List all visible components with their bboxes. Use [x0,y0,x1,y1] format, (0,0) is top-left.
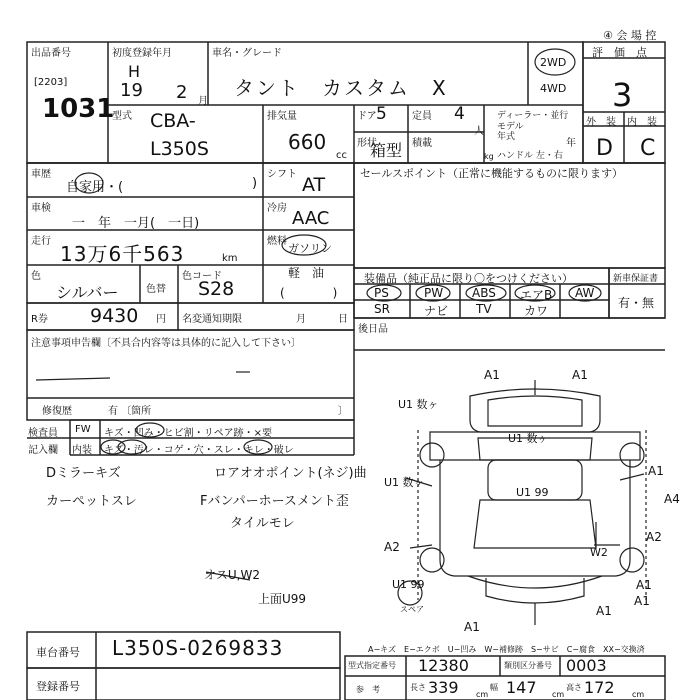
spec-width-unit: cm [552,690,565,699]
equipment-aw: AW [575,286,595,300]
mark-a1-rear-right-2: A1 [634,594,650,608]
fuel-label: 燃料 [267,236,287,247]
mark-a1-front-left: A1 [484,368,500,382]
recycle-label: R券 [31,314,48,325]
registration-month-unit: 月 [198,96,208,107]
spec-height-value: 172 [584,678,615,697]
mark-a1-rear-2: A1 [596,604,612,618]
shift-value: AT [302,174,326,196]
spec-class-value: 0003 [566,656,607,675]
model-label: 型式 [112,111,132,122]
color-value: シルバー [56,283,119,302]
mark-a2-left: A2 [384,540,400,554]
inspector-interior: 内装 [72,445,92,456]
lot-number: 1031 [42,94,115,124]
color-tone-label: 色替 [146,284,166,295]
shift-label: シフト [267,169,297,180]
equipment-sr: SR [374,302,390,316]
equipment-ps: PS [374,286,389,300]
name-change-label: 名変通知期限 [182,314,242,325]
name-change-day: 日 [338,314,348,325]
displacement-label: 排気量 [267,111,297,122]
mileage-value: 13万6千563 [60,242,185,266]
repair-value: 有 〔箇所 [108,406,152,417]
lot-label: 出品番号 [31,48,71,59]
spec-ref-label: 参 考 [356,685,380,694]
rating-exterior-label: 外 装 [586,117,616,128]
registration-month: 2 [176,82,188,103]
drive-2wd: 2WD [540,56,567,69]
model-line2: L350S [150,138,209,160]
spec-height-label: 高さ [566,683,582,692]
sales-point-label: セールスポイント（正常に機能するものに限ります） [360,167,624,180]
mileage-unit: km [222,253,238,264]
recycle-unit: 円 [156,314,166,325]
spec-type-label: 型式指定番号 [348,661,396,670]
mark-u1-rear: U1 99 [392,578,425,591]
capacity-unit: 人 [474,126,484,137]
fuel-value2: 軽 油 [288,266,325,280]
note-osu: オスU,W2 [204,568,260,582]
rating-interior-value: C [640,136,656,161]
inspection-value: 一 年 一月( 一日) [72,216,200,231]
mark-spare: スペア [400,605,424,614]
spec-length-label: 長さ [410,683,426,692]
note-carpet: カーペットスレ [46,494,137,509]
rating-exterior-value: D [596,136,613,161]
corner-mark: ④ 会 場 控 [603,29,657,42]
registration-label: 初度登録年月 [112,48,172,59]
inspector-fw: FW [75,424,91,435]
registration-era: H [128,62,141,81]
equipment-tv: TV [476,302,492,316]
chassis-value: L350S-0269833 [112,636,284,660]
dealer-handle: ハンドル 左・右 [497,151,563,161]
mark-u1-front: U1 数ヶ [398,398,439,411]
spec-length-unit: cm [476,690,489,699]
repair-close: 〕 [338,406,348,417]
car-name-value: タント カスタム X [234,76,448,100]
inspector-label: 検査員 [28,428,58,439]
dealer-label: ディーラー・並行 [497,111,569,121]
history-label: 車歴 [31,169,51,180]
mark-w2: W2 [590,546,608,559]
equipment-airbag: エアB [520,288,553,302]
rating-value: 3 [612,76,633,114]
mark-a1-right: A1 [648,464,664,478]
note-bumper: Fバンパーホースメント歪 [200,494,349,509]
mark-a1-rear-right: A1 [636,578,652,592]
capacity-label: 定員 [412,111,432,122]
spec-type-value: 12380 [418,656,469,675]
name-change-month: 月 [296,314,306,325]
body-shape-value: 箱型 [370,141,403,160]
car-diagram [398,380,646,625]
mark-u1-side: U1 数ヶ [384,476,425,489]
ac-label: 冷房 [267,203,287,214]
doors-value: 5 [376,104,387,124]
body-load-unit: kg [484,152,494,161]
model-line1: CBA- [150,110,196,132]
equipment-label: 装備品（純正品に限り〇をつけください） [364,272,573,285]
displacement-unit: cc [336,150,347,161]
lot-sub: [2203] [34,77,68,88]
note-tile: タイルモレ [230,516,295,531]
mileage-label: 走行 [31,236,51,247]
after-seat-label: 後日品 [358,324,388,335]
inspector-fw-items: キズ・凹み・ヒビ割・リペア跡・×要 [104,428,272,439]
color-code-label: 色コード [182,271,222,282]
body-load-label: 積載 [412,138,432,149]
rating-interior-label: 内 装 [627,117,657,128]
mark-u1-roof: U1 99 [516,486,549,499]
mark-a1-rear: A1 [464,620,480,634]
spec-width-value: 147 [506,678,537,697]
ac-value: AAC [292,208,330,229]
warranty-label: 新車保証書 [613,274,659,284]
drive-4wd: 4WD [540,82,567,95]
history-close: ) [252,176,258,191]
equipment-abs: ABS [472,286,496,300]
mark-u1-hood: U1 数ヶ [508,432,549,445]
chassis-label: 車台番号 [36,646,80,659]
note-top: 上面U99 [258,592,307,606]
inspection-label: 車検 [31,203,51,214]
mark-a1-front-right: A1 [572,368,588,382]
dealer-year-unit: 年 [566,138,576,149]
spec-class-label: 類別区分番号 [504,661,552,670]
repair-label: 修復歴 [42,406,72,417]
body-shape-label: 形状 [357,138,377,149]
inspector-interior-items: キズ・汚レ・コゲ・穴・スレ・キレ・破レ [104,445,294,456]
mark-a4-right: A4 [664,492,680,506]
displacement-value: 660 [288,130,327,154]
equipment-navi: ナビ [424,304,449,318]
fuel-value1: ガソリン [288,242,332,255]
car-name-label: 車名・グレード [212,48,282,59]
spec-length-value: 339 [428,678,459,697]
spec-height-unit: cm [632,690,645,699]
damage-legend: A−キズ E−エクボ U−凹み W−補修跡 S−サビ C−腐食 XX−交換済 [368,645,645,654]
capacity-value: 4 [454,104,465,124]
color-code-value: S28 [198,278,235,300]
warranty-value: 有・無 [618,296,655,310]
doors-label: ドア [357,111,377,122]
plate-label: 登録番号 [36,680,80,693]
note-mirror: Dミラーキズ [46,466,121,481]
equipment-pw: PW [424,286,444,300]
equipment-leather: カワ [524,304,549,318]
mark-a2-right: A2 [646,530,662,544]
fuel-value3: ( ) [280,286,338,300]
recycle-value: 9430 [90,305,139,327]
note-lower-point: ロアオオポイント(ネジ)曲 [214,466,367,481]
inspector-entry-label: 記入欄 [28,445,58,456]
notes-label: 注意事項申告欄〔不具合内容等は具体的に記入して下さい〕 [31,338,301,349]
color-label: 色 [31,271,41,282]
history-value: 自家用・( [66,180,124,195]
dealer-model-year: モデル 年式 [497,122,524,142]
spec-width-label: 幅 [490,683,498,692]
rating-label: 評 価 点 [592,46,647,59]
registration-year: 19 [120,80,143,101]
